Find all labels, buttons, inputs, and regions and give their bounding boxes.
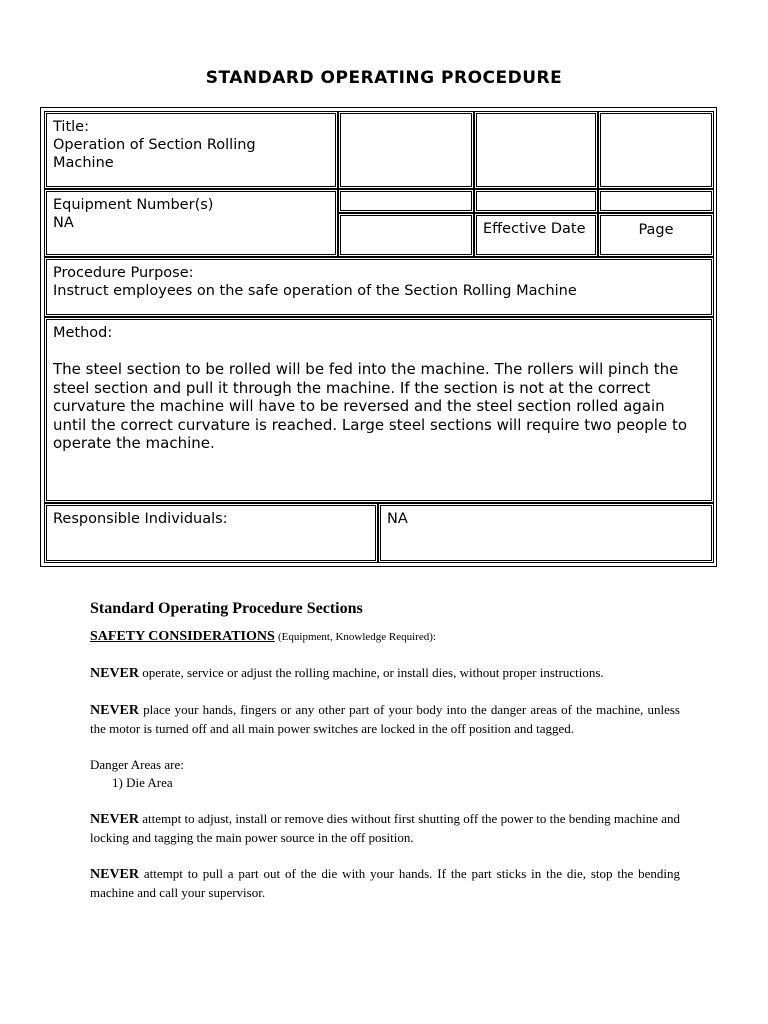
purpose-value: Instruct employees on the safe operation of the Section Rolling Machine [53,283,577,299]
never-keyword: NEVER [90,867,140,882]
danger-area-item: 1) Die Area [112,775,173,790]
page-cell [598,213,714,257]
blank-cell-r2b-c2 [338,213,474,257]
blank-cell-r1-c3 [474,111,598,189]
method-line: curvature the machine will have to be reversed and the steel section rolled again [53,397,665,415]
effective-date-label: Effective Date [483,221,586,237]
blank-cell-r1-c4 [598,111,714,189]
responsible-label-cell [44,503,378,563]
method-line: The steel section to be rolled will be fed into the machine. The rollers will pinch the [53,360,679,378]
title-cell [44,111,338,189]
never-keyword: NEVER [90,666,140,681]
responsible-label: Responsible Individuals: [53,511,228,527]
never-item-text: attempt to pull a part out of the die with your hands. If the part sticks in the die, stop the bending machine and call your supervisor. [90,866,680,900]
effective-date-cell [474,213,598,257]
never-item [90,664,680,683]
danger-areas-label: Danger Areas are: [90,757,184,772]
purpose-label: Procedure Purpose: [53,265,194,281]
never-item-text: attempt to adjust, install or remove dies without first shutting off the power to the bending machine and locking and tagging the main power source in the off position. [90,811,680,845]
title-value-line-2: Machine [53,155,114,171]
method-line: until the correct curvature is reached. Large steel sections will require two people to [53,415,687,434]
method-cell [44,317,714,503]
blank-cell-r1-c2 [338,111,474,189]
never-item [90,701,680,738]
title-value-line-1: Operation of Section Rolling [53,137,256,153]
never-item-text: operate, service or adjust the rolling machine, or install dies, without proper instructions. [139,665,604,680]
blank-cell-r2a-c4 [598,189,714,213]
method-label: Method: [53,325,113,341]
responsible-value-cell [378,503,714,563]
document-title: STANDARD OPERATING PROCEDURE [205,68,563,88]
never-item [90,865,680,902]
purpose-cell [44,257,714,317]
equipment-cell [44,189,338,257]
never-keyword: NEVER [90,703,140,718]
equipment-label: Equipment Number(s) [53,197,214,213]
equipment-value: NA [53,215,74,231]
blank-cell-r2a-c3 [474,189,598,213]
sections-heading: Standard Operating Procedure Sections [90,600,363,617]
method-text [53,360,705,453]
never-item [90,810,680,847]
never-keyword: NEVER [90,812,140,827]
never-item-text: place your hands, fingers or any other part of your body into the danger areas of the machine, unless the motor is turned off and all main power switches are locked in the off position and tagged. [90,702,680,736]
safety-heading: SAFETY CONSIDERATIONS [90,629,275,644]
safety-considerations [90,627,680,646]
safety-note: (Equipment, Knowledge Required): [278,631,436,643]
method-line: steel section and pull it through the machine. If the section is not at the correct [53,378,651,397]
blank-cell-r2a-c2 [338,189,474,213]
title-label: Title: [53,119,89,135]
page-label: Page [638,222,674,238]
sop-sections [90,600,680,920]
responsible-value: NA [387,511,408,527]
method-line: operate the machine. [53,434,215,452]
